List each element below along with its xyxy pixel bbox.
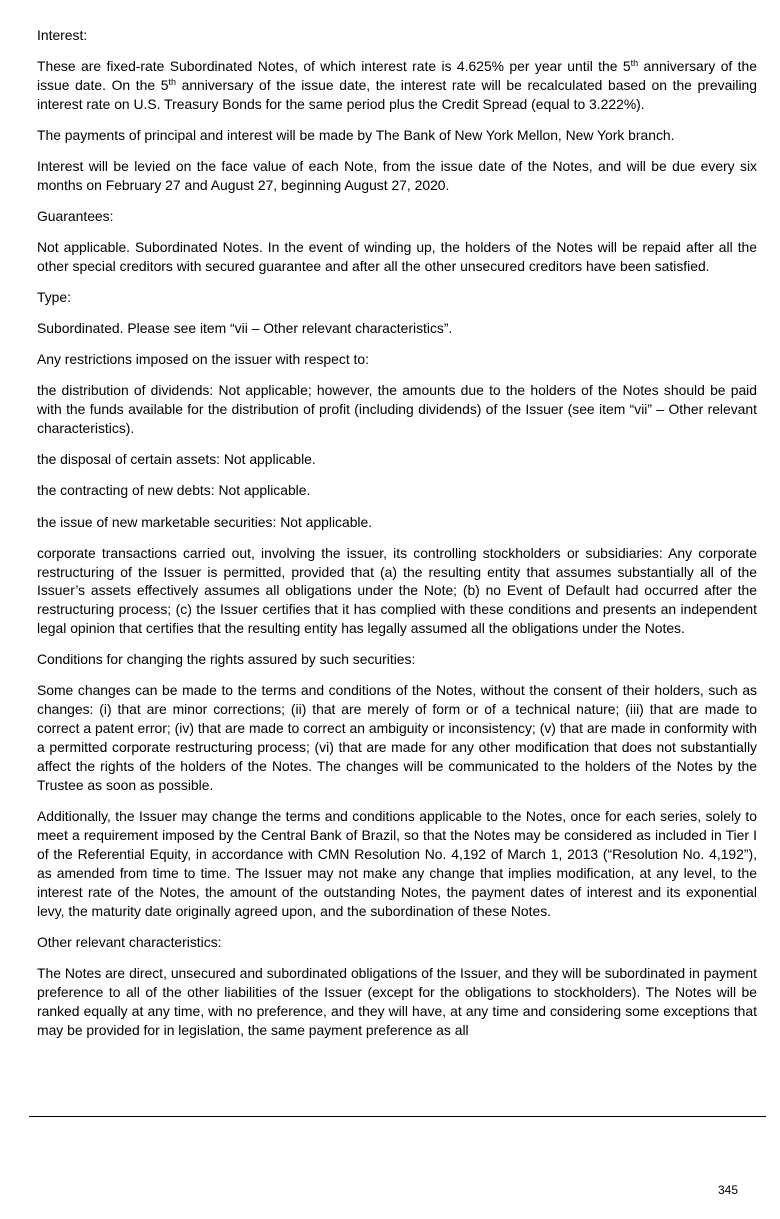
restriction-securities-paragraph: the issue of new marketable securities: Not applicable. — [37, 513, 373, 530]
page-number: 345 — [718, 1183, 739, 1197]
conditions-paragraph-1: Some changes can be made to the terms and conditions of the Notes, without the consent of their holders, such as changes: (i) that are minor corrections; (ii) that are merely of form or of a technical nature; (iii) that are made to correct a patent error; (iv) that are made to correct an ambiguity or inconsistency; (v) that are made in conformity with a permitted corporate restructuring process; (vi) that are made for any other modification that does not substantially affect the rights of the holders of the Notes. The changes will be communicated to the holders of the Notes by the Trustee as soon as possible. — [37, 682, 757, 793]
type-paragraph: Subordinated. Please see item “vii – Other relevant characteristics”. — [37, 320, 453, 337]
interest-rate-text-a: These are fixed-rate Subordinated Notes, of which interest rate is 4.625% per year until the 5 — [37, 58, 631, 75]
interest-levy-paragraph: Interest will be levied on the face value of each Note, from the issue date of the Notes, and will be due every six months on February 27 and August 27, beginning August 27, 2020. — [37, 158, 757, 193]
conditions-label: Conditions for changing the rights assured by such securities: — [37, 651, 416, 668]
restriction-assets-paragraph: the disposal of certain assets: Not applicable. — [37, 451, 316, 468]
footer-divider — [29, 1116, 766, 1117]
ordinal-superscript: th — [168, 77, 176, 87]
other-characteristics-paragraph: The Notes are direct, unsecured and subordinated obligations of the Issuer, and they will be subordinated in payment preference to all of the other liabilities of the Issuer (except for the obligations to stockholders). The Notes will be ranked equally at any time, with no preference, and they will have, at any time and considering some exceptions that may be provided for in legislation, the same payment preference as all — [37, 964, 757, 1038]
interest-rate-text-b: anniversary of the issue date. On the 5 — [37, 58, 757, 93]
restriction-corporate-paragraph: corporate transactions carried out, involving the issuer, its controlling stockholders or subsidiaries: Any corporate restructuring of the Issuer is permitted, provided that (a) the resulting entity that assumes substantially all of the Issuer’s assets effectively assumes all obligations under the Note; (b) no Event of Default had occurred after the restructuring process; (c) the Issuer certifies that it has complied with these conditions and presents an independent legal opinion that certifies that the resulting entity has legally assumed all the obligations under the Notes. — [37, 544, 757, 637]
interest-rate-text-c: anniversary of the issue date, the interest rate will be recalculated based on the prevailing interest rate on U.S. Treasury Bonds for the same period plus the Credit Spread (equal to 3.222%). — [37, 77, 758, 112]
other-characteristics-label: Other relevant characteristics: — [37, 933, 222, 950]
ordinal-superscript: th — [630, 58, 639, 69]
guarantees-label: Guarantees: — [37, 208, 114, 225]
type-label: Type: — [37, 289, 71, 306]
guarantees-paragraph: Not applicable. Subordinated Notes. In the event of winding up, the holders of the Notes will be repaid after all the other special creditors with secured guarantee and after all the other unsecured creditors have been satisfied. — [37, 239, 757, 275]
document-body — [37, 26, 757, 1052]
interest-rate-paragraph — [37, 57, 757, 114]
conditions-paragraph-2: Additionally, the Issuer may change the terms and conditions applicable to the Notes, once for each series, solely to meet a requirement imposed by the Central Bank of Brazil, so that the Notes may be considered as included in Tier I of the Referential Equity, in accordance with CMN Resolution No. 4,192 of March 1, 2013 (“Resolution No. 4,192”), as amended from time to time. The Issuer may not make any change that implies modification, at any level, to the interest rate of the Notes, the amount of the outstanding Notes, the payment dates of interest and its exponential levy, the maturity date originally agreed upon, and the subordination of these Notes. — [37, 808, 757, 919]
restriction-dividends-paragraph: the distribution of dividends: Not applicable; however, the amounts due to the holders of the Notes should be paid with the funds available for the distribution of profit (including dividends) of the Issuer (see item “vii” – Other relevant characteristics). — [37, 382, 757, 437]
interest-payments-paragraph: The payments of principal and interest will be made by The Bank of New York Mellon, New York branch. — [37, 127, 675, 143]
restriction-debts-paragraph: the contracting of new debts: Not applicable. — [37, 482, 311, 499]
interest-label: Interest: — [37, 27, 88, 43]
restrictions-label: Any restrictions imposed on the issuer with respect to: — [37, 351, 369, 368]
